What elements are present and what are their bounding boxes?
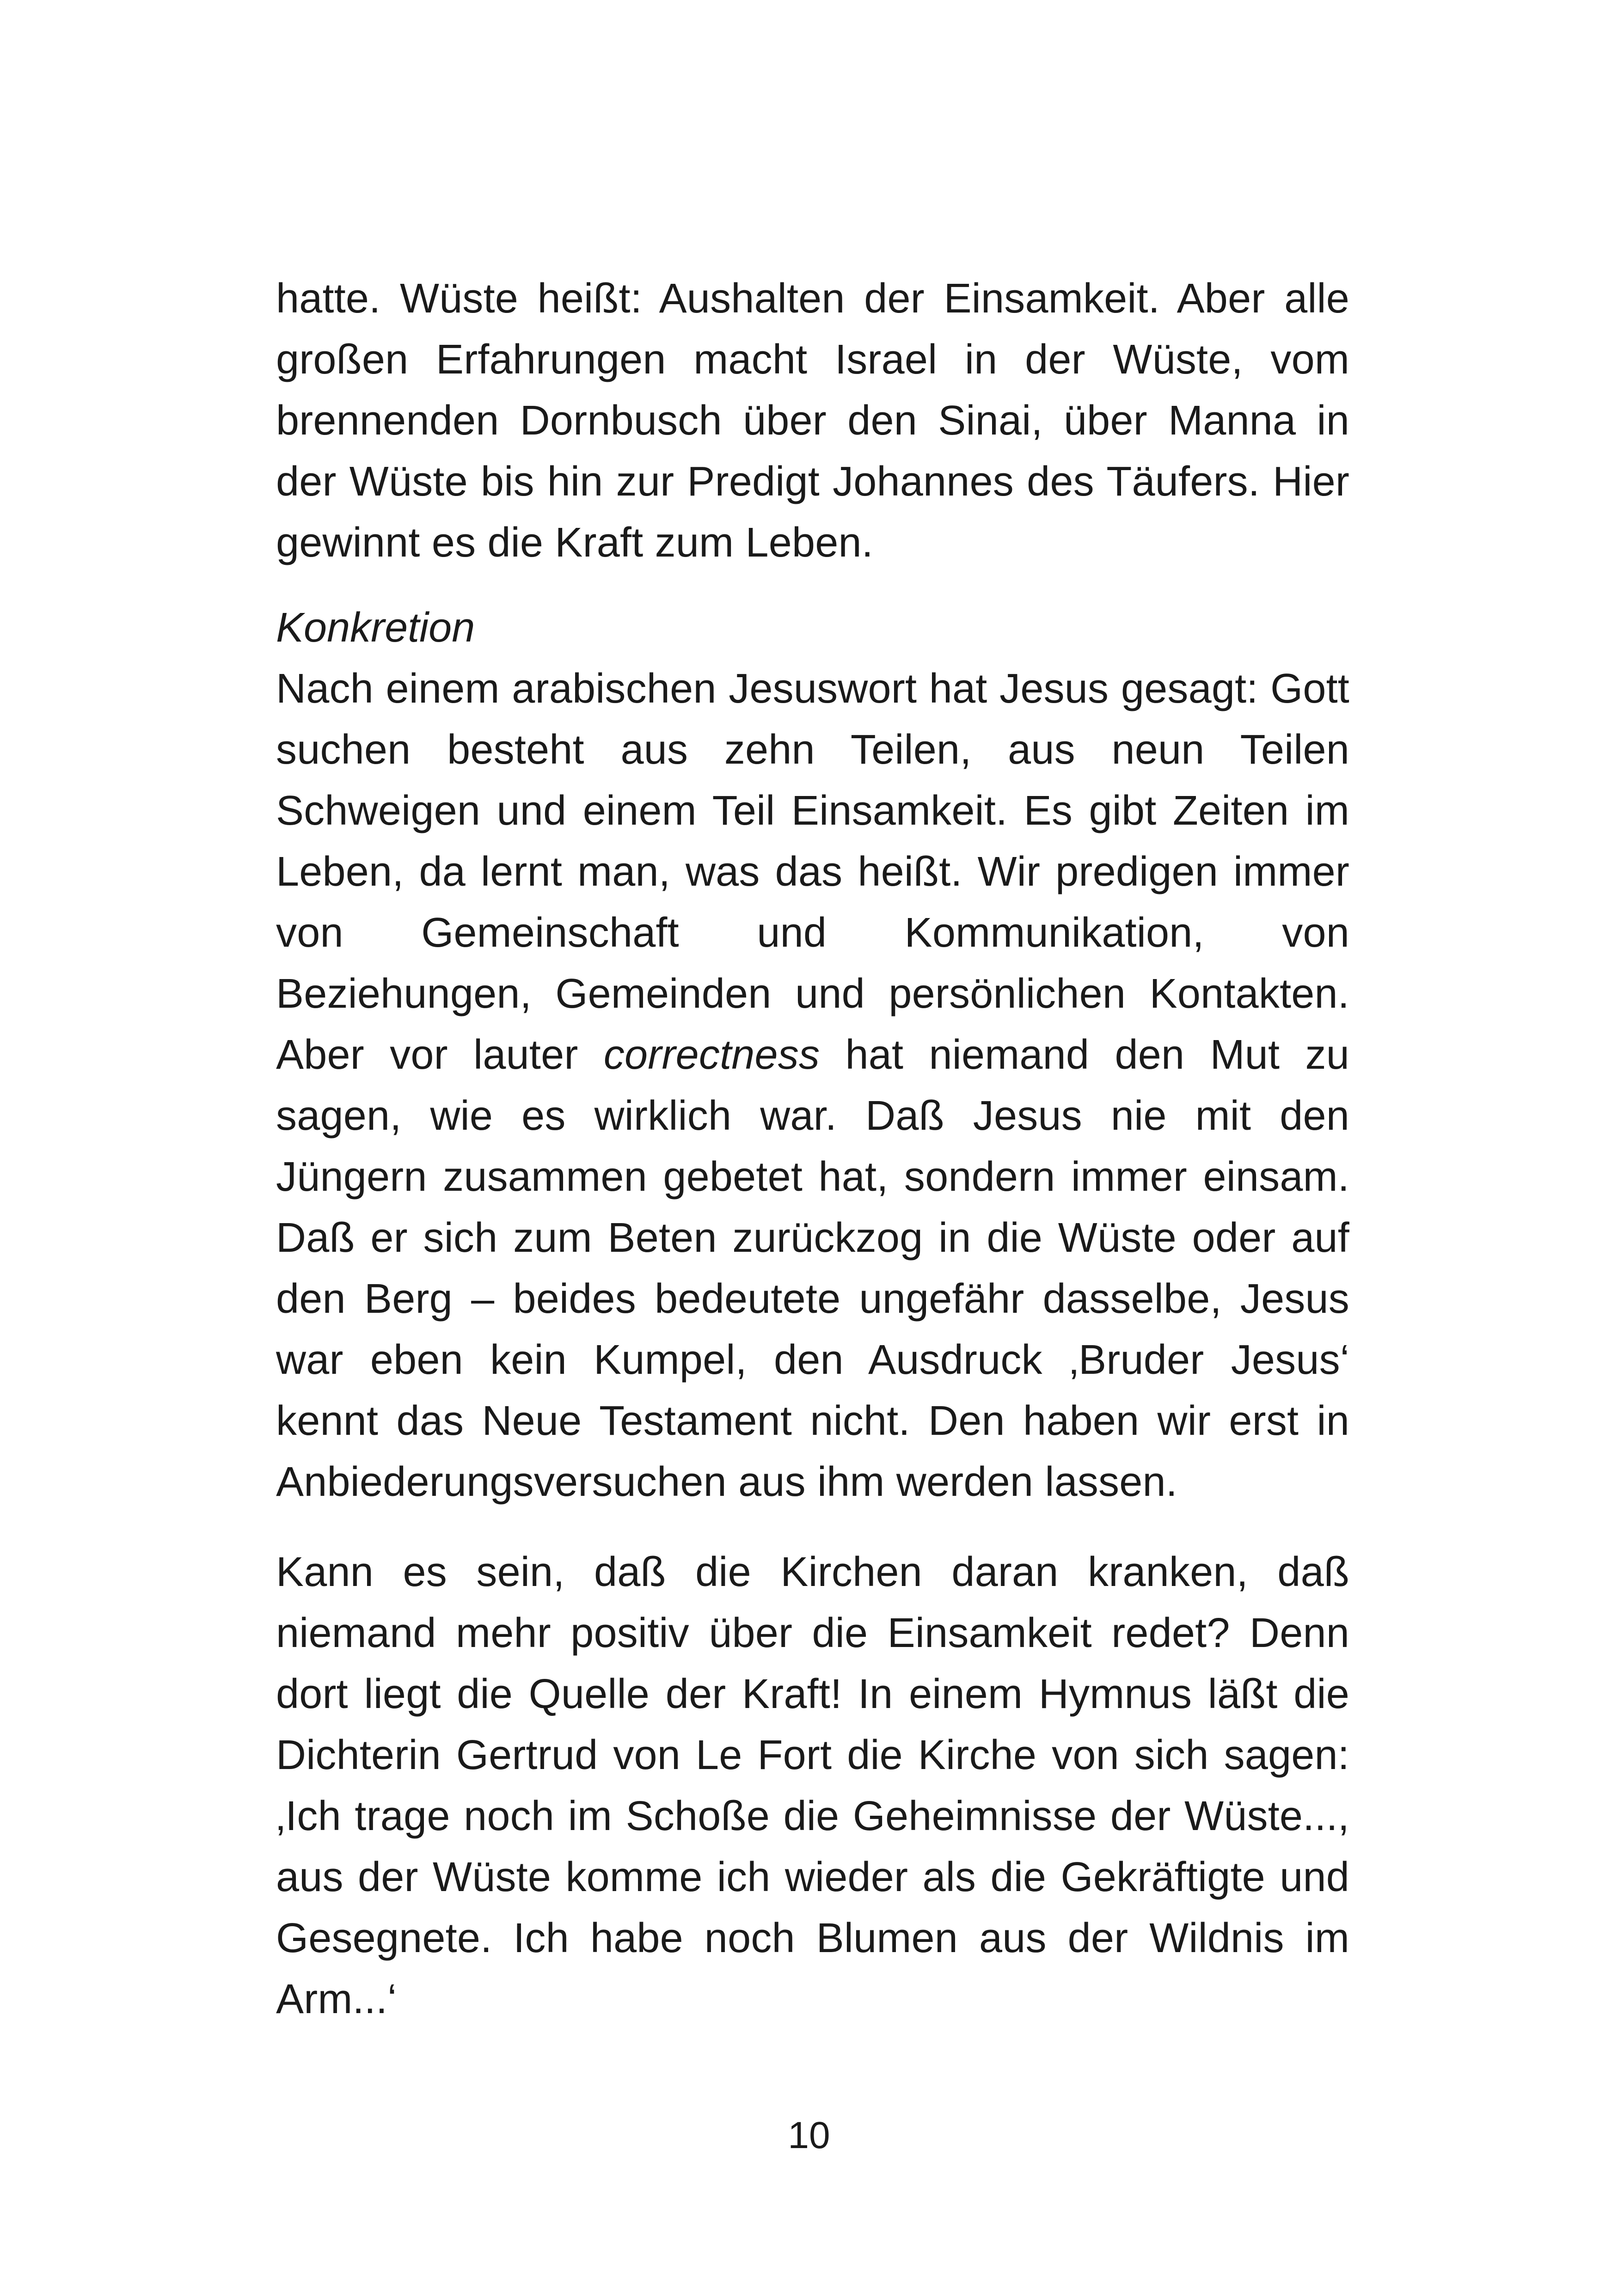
italic-term-correctness: correctness [603,1032,820,1078]
paragraph-jesus-solitude [276,658,1349,1512]
page-number: 10 [788,2114,830,2156]
section-heading-konkretion: Konkretion [276,605,475,651]
paragraph-text-part: Nach einem arabischen Jesuswort hat Jesus gesagt: Gott suchen besteht aus zehn Teilen, aus neun Teilen Schweigen und einem Teil Einsamkeit. Es gibt Zeiten im Leben, da lernt man, was das heißt. Wir predigen immer von Gemeinschaft und Kommunikation, von Beziehungen, Gemeinden und persönlichen Kontakten. Aber vor lauter [276,666,1349,1078]
body-text [276,268,1349,2030]
paragraph-church-solitude: Kann es sein, daß die Kirchen daran kranken, daß niemand mehr positiv über die Einsamkeit redet? Denn dort liegt die Quelle der Kraft! In einem Hymnus läßt die Dichterin Gertrud von Le Fort die Kirche von sich sagen: ‚Ich trage noch im Schoße die Geheimnisse der Wüste..., aus der Wüste komme ich wieder als die Gekräftigte und Gesegnete. Ich habe noch Blumen aus der Wildnis im Arm...‘ [276,1549,1349,2022]
paragraph-desert: hatte. Wüste heißt: Aushalten der Einsamkeit. Aber alle großen Erfahrungen macht Israel in der Wüste, vom brennenden Dornbusch über den Sinai, über Manna in der Wüste bis hin zur Predigt Johannes des Täufers. Hier gewinnt es die Kraft zum Leben. [276,276,1349,566]
paragraph-text-part: hat niemand den Mut zu sagen, wie es wirklich war. Daß Jesus nie mit den Jüngern zusammen gebetet hat, sondern immer einsam. Daß er sich zum Beten zurückzog in die Wüste oder auf den Berg – beides bedeutete ungefähr dasselbe, Jesus war eben kein Kumpel, den Ausdruck ‚Bruder Jesus‘ kennt das Neue Testament nicht. Den haben wir erst in Anbiederungsversuchen aus ihm werden lassen. [276,1032,1349,1505]
